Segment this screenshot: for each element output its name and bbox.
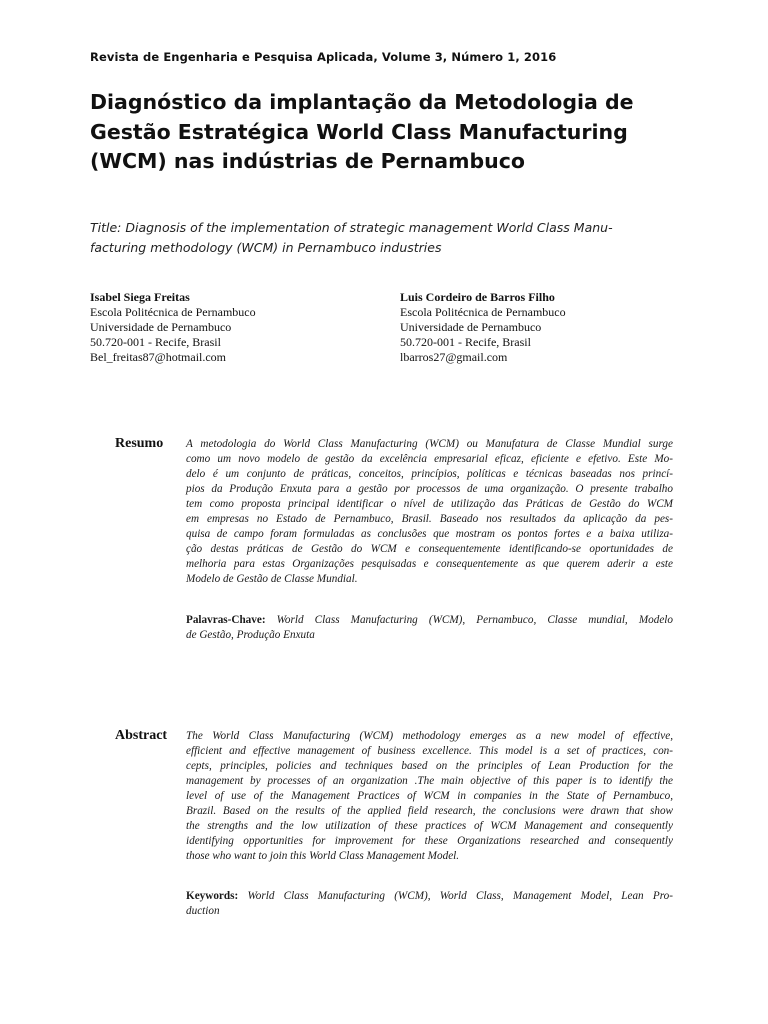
english-title-line: Title: Diagnosis of the implementation of strategic management World Class Manu- (90, 220, 613, 235)
abstract-line: efficient and effective management of business excellence. This model is a set of practices, con- (186, 745, 673, 757)
english-title (90, 218, 690, 258)
title-line: Diagnóstico da implantação da Metodologia de (90, 90, 634, 114)
english-title-line: facturing methodology (WCM) in Pernambuco industries (90, 240, 442, 255)
author-email[interactable]: Bel_freitas87@hotmail.com (90, 350, 227, 364)
abstract-line: level of use of the Management Practices of WCM in companies in the State of Pernambuco, (186, 790, 673, 802)
abstract-line: the strengths and the low utilization of these practices of WCM Management and consequently (186, 820, 673, 832)
author-block (400, 290, 566, 365)
abstract-line: Brazil. Based on the results of the applied field research, the conclusions were drawn that show (186, 805, 673, 817)
resumo-line: em empresas no Estado de Pernambuco, Brasil. Baseado nos resultados da aplicação da pes- (186, 513, 673, 525)
journal-header: Revista de Engenharia e Pesquisa Aplicada, Volume 3, Número 1, 2016 (90, 50, 557, 64)
abstract-line: identifying opportunities for improvement for these Organizations researched and consequently (186, 835, 673, 847)
resumo-line: A metodologia do World Class Manufacturing (WCM) ou Manufatura de Classe Mundial surge (186, 438, 673, 450)
abstract-line: those who want to join this World Class Management Model. (186, 850, 460, 862)
title-line: Gestão Estratégica World Class Manufacturing (90, 119, 628, 144)
author-email[interactable]: lbarros27@gmail.com (400, 350, 508, 364)
abstract-line: The World Class Manufacturing (WCM) methodology emerges as a new model of effective, (186, 730, 673, 742)
resumo-line: quisa de campo foram formuladas as conclusões que mostram os pontos fortes e a baixa utiliza- (186, 528, 673, 540)
keywords-label: Palavras-Chave: (186, 614, 266, 626)
keywords-text: World Class Manufacturing (WCM), World Class, Management Model, Lean Pro- (247, 890, 673, 902)
abstract-keywords-line (186, 889, 673, 904)
abstract-keywords-line: duction (186, 905, 220, 917)
abstract-heading: Abstract (115, 728, 168, 743)
author-name: Luis Cordeiro de Barros Filho (400, 290, 555, 304)
resumo-keywords-line (186, 613, 673, 628)
resumo-line: ção destas práticas de Gestão do WCM e consequentemente identificando-se oportunidades de (186, 543, 673, 555)
author-school: Escola Politécnica de Pernambuco (400, 305, 566, 319)
keywords-label: Keywords: (186, 890, 239, 902)
resumo-body (186, 437, 673, 587)
resumo-line: delo é um conjunto de práticas, conceitos, princípios, políticas e técnicas baseadas nos princí- (186, 468, 673, 480)
resumo-line: pios da Produção Enxuta para a gestão por processos de uma organização. O presente trabalho (186, 483, 673, 495)
abstract-line: cepts, principles, policies and techniques based on the principles of Lean Production for the (186, 760, 673, 772)
keywords-text: World Class Manufacturing (WCM), Pernambuco, Classe mundial, Modelo (276, 614, 673, 626)
author-block (90, 290, 256, 365)
abstract-keywords (186, 889, 673, 919)
author-address: 50.720-001 - Recife, Brasil (90, 335, 221, 349)
abstract-body (186, 729, 673, 864)
resumo-line: Modelo de Gestão de Classe Mundial. (186, 573, 358, 585)
resumo-keywords (186, 613, 673, 643)
author-school: Escola Politécnica de Pernambuco (90, 305, 256, 319)
resumo-keywords-line: de Gestão, Produção Enxuta (186, 629, 315, 641)
resumo-line: como um novo modelo de gestão da excelência empresarial eficaz, eficiente e efetivo. Este Mo- (186, 453, 673, 465)
author-university: Universidade de Pernambuco (400, 320, 542, 334)
author-address: 50.720-001 - Recife, Brasil (400, 335, 531, 349)
author-name: Isabel Siega Freitas (90, 290, 190, 304)
resumo-line: melhoria para estas Organizações pesquisadas e consequentemente as que querem aderir a este (186, 558, 673, 570)
title-line: (WCM) nas indústrias de Pernambuco (90, 149, 525, 173)
author-university: Universidade de Pernambuco (90, 320, 232, 334)
abstract-line: management by processes of an organization .The main objective of this paper is to identify the (186, 775, 673, 787)
resumo-heading: Resumo (115, 436, 164, 451)
resumo-line: tem como proposta principal identificar o nível de utilização das Práticas de Gestão do WCM (186, 498, 673, 510)
paper-title (90, 88, 690, 177)
